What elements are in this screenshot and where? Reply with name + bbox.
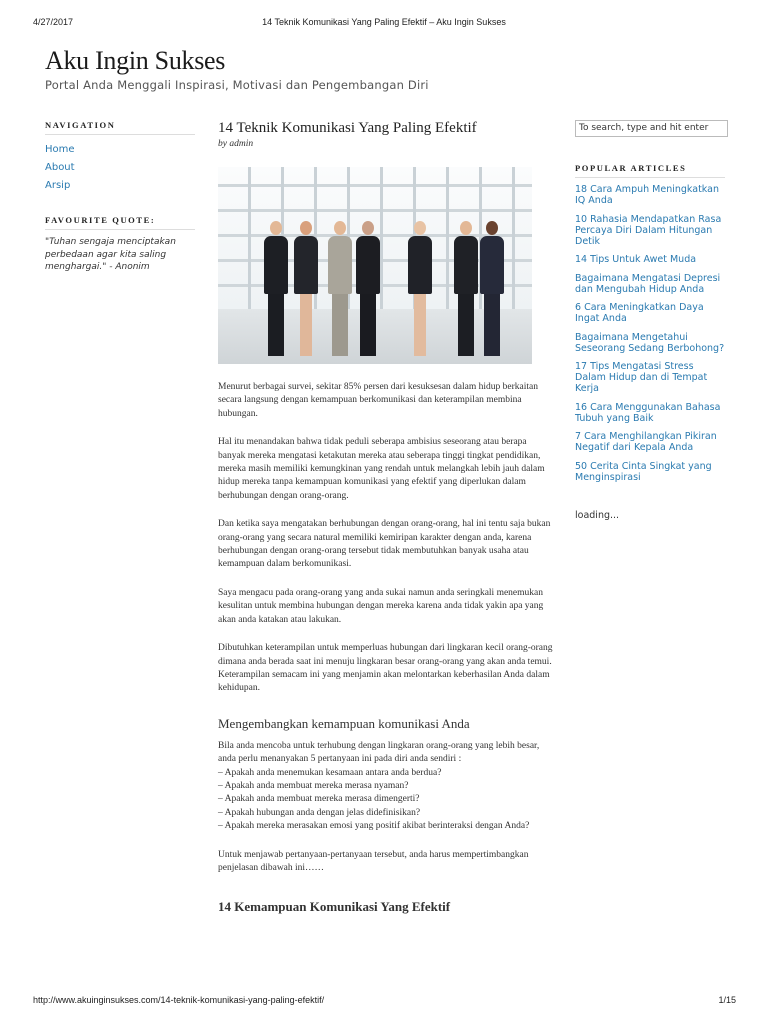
quote-widget — [45, 215, 195, 274]
popular-articles-title: POPULAR ARTICLES — [575, 163, 725, 178]
question-item: – Apakah mereka merasakan emosi yang positif akibat berinteraksi dengan Anda? — [218, 821, 530, 832]
print-date: 4/27/2017 — [33, 17, 74, 27]
question-item: – Apakah anda membuat mereka merasa dimengerti? — [218, 794, 420, 805]
question-item: – Apakah hubungan anda dengan jelas didefinisikan? — [218, 807, 421, 818]
site-description: Portal Anda Menggali Inspirasi, Motivasi dan Pengembangan Diri — [45, 78, 429, 92]
paragraph-4: Saya mengacu pada orang-orang yang anda sukai namun anda seringkali menemukan kesulitan untuk membina hubungan dengan mereka karena anda tidak yakin apa yang akan anda katakan atau lakukan. — [218, 587, 544, 625]
print-url: http://www.akuinginsukses.com/14-teknik-komunikasi-yang-paling-efektif/ — [33, 995, 325, 1005]
print-page-title: 14 Teknik Komunikasi Yang Paling Efektif – Aku Ingin Sukses — [262, 17, 506, 27]
article — [218, 120, 553, 923]
left-sidebar — [45, 120, 195, 274]
popular-article-link[interactable]: 17 Tips Mengatasi Stress Dalam Hidup dan di Tempat Kerja — [575, 361, 708, 394]
popular-article-link[interactable]: 16 Cara Menggunakan Bahasa Tubuh yang Baik — [575, 401, 721, 424]
navigation-title: NAVIGATION — [45, 120, 195, 135]
print-page-number: 1/15 — [718, 995, 736, 1005]
business-people-photo — [218, 167, 532, 364]
popular-article-link[interactable]: 7 Cara Menghilangkan Pikiran Negatif dari Kepala Anda — [575, 431, 717, 453]
site-title[interactable]: Aku Ingin Sukses — [45, 46, 226, 75]
section-heading: Mengembangkan kemampuan komunikasi Anda — [218, 715, 470, 731]
popular-article-link[interactable]: 50 Cerita Cinta Singkat yang Menginspirasi — [575, 460, 712, 483]
paragraph-1: Menurut berbagai survei, sekitar 85% persen dari kesuksesan dalam hidup berkaitan secara langsung dengan kemampuan berkomunikasi dan keterampilan membina hubungan. — [218, 382, 538, 419]
search-input[interactable]: To search, type and hit enter — [575, 120, 728, 137]
closing-paragraph: Untuk menjawab pertanyaan-pertanyaan tersebut, anda harus mempertimbangkan penjelasan dibawah ini…… — [218, 849, 529, 873]
quote-title: FAVOURITE QUOTE: — [45, 215, 195, 230]
popular-articles-list — [575, 184, 725, 483]
nav-item-arsip[interactable]: Arsip — [45, 180, 71, 191]
paragraph-5: Dibutuhkan keterampilan untuk memperluas hubungan dari lingkaran kecil orang-orang dimana anda berada saat ini menuju lingkaran besar orang-orang yang akan anda temui. Keterampilan semacam ini yang menjamin akan melontarkan keberhasilan Anda dalam kehidupan. — [218, 643, 553, 694]
section-heading-2: 14 Kemampuan Komunikasi Yang Efektif — [218, 899, 451, 915]
paragraph-2: Hal itu menandakan bahwa tidak peduli seberapa ambisius seseorang atau berapa banyak mereka mengatasi ketakutan mereka atau seberapa tinggi tingkat pendidikan, mereka masih memiliki kemungkinan yang rendah untuk melangkah lebih jauh dalam hidup mereka tanpa kemampuan komunikasi yang efektif yang diperlukan dalam berhubungan dengan orang-orang. — [218, 437, 545, 501]
popular-article-link[interactable]: 14 Tips Untuk Awet Muda — [575, 254, 697, 265]
popular-article-link[interactable]: Bagaimana Mengetahui Seseorang Sedang Berbohong? — [575, 331, 725, 354]
loading-text: loading... — [575, 509, 620, 521]
nav-item-about[interactable]: About — [45, 162, 75, 173]
popular-article-link[interactable]: Bagaimana Mengatasi Depresi dan Mengubah Hidup Anda — [575, 272, 721, 295]
post-title[interactable]: 14 Teknik Komunikasi Yang Paling Efektif — [218, 120, 477, 136]
popular-article-link[interactable]: 18 Cara Ampuh Meningkatkan IQ Anda — [575, 184, 719, 206]
section-intro: Bila anda mencoba untuk terhubung dengan lingkaran orang-orang yang lebih besar, anda perlu menanyakan 5 pertanyaan ini pada diri anda sendiri : — [218, 740, 540, 765]
post-byline: by admin — [218, 139, 254, 149]
paragraph-3: Dan ketika saya mengatakan berhubungan dengan orang-orang, hal ini tentu saja bukan orang-orang yang secara natural memiliki kemiripan karakter dengan anda, karena berhubungan dengan orang-orang tersebut tidak membutuhkan banyak usaha atau kemampuan dalam berkomunikasi. — [218, 519, 551, 570]
popular-article-link[interactable]: 10 Rahasia Mendapatkan Rasa Percaya Diri Dalam Hitungan Detik — [575, 213, 722, 247]
popular-article-link[interactable]: 6 Cara Meningkatkan Daya Ingat Anda — [575, 302, 704, 324]
navigation-list — [45, 141, 195, 195]
quote-text: "Tuhan sengaja menciptakan perbedaan agar kita saling menghargai." - Anonim — [45, 237, 176, 272]
right-sidebar — [575, 120, 725, 521]
question-item: – Apakah anda membuat mereka merasa nyaman? — [218, 780, 409, 791]
question-item: – Apakah anda menemukan kesamaan antara anda berdua? — [218, 767, 442, 778]
nav-item-home[interactable]: Home — [45, 144, 75, 155]
